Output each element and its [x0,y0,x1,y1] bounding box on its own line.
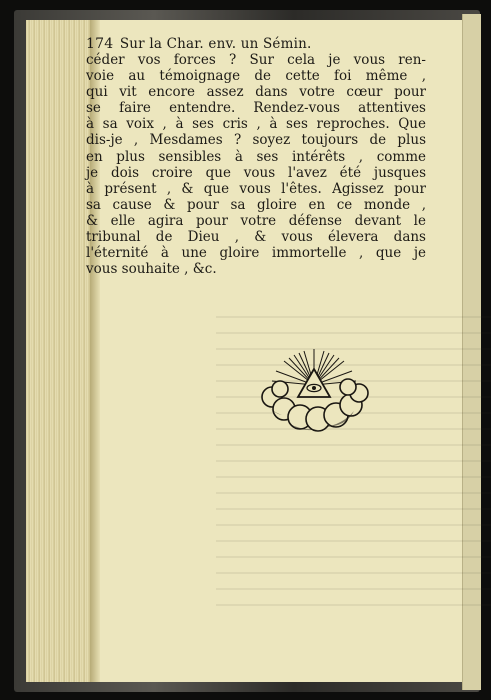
running-head-title: Sur la Char. env. un Sémin. [119,36,312,52]
text-line: à présent , & que vous l'êtes. Agissez pour [86,180,426,197]
text-line: qui vit encore assez dans votre cœur pour [86,84,426,101]
eye-of-providence-icon [258,345,370,437]
text-line: à sa voix , à ses cris , à ses reproches. Que [86,116,426,133]
text-line: sa cause & pour sa gloire en ce monde , [86,196,426,213]
text-line: vous souhaite , &c. [86,261,217,278]
body-text [86,52,426,277]
text-line: & elle agira pour votre défense devant le [86,212,426,229]
text-line: se faire entendre. Rendez-vous attentives [86,100,426,117]
running-header [86,36,426,52]
text-line: tribunal de Dieu , & vous élevera dans [86,229,426,246]
text-line: voie au témoignage de cette foi même , [86,68,426,85]
text-line: dis-je , Mesdames ? soyez toujours de plus [86,132,426,149]
page-stack-edge [26,20,91,682]
text-line: céder vos forces ? Sur cela je vous ren- [86,52,426,68]
text-line: en plus sensibles à ses intérêts , comme [86,148,426,165]
page-number: 174 [86,36,114,52]
text-line: je dois croire que vous l'avez été jusques [86,164,426,181]
text-line: l'éternité à une gloire immortelle , que je [86,245,426,262]
